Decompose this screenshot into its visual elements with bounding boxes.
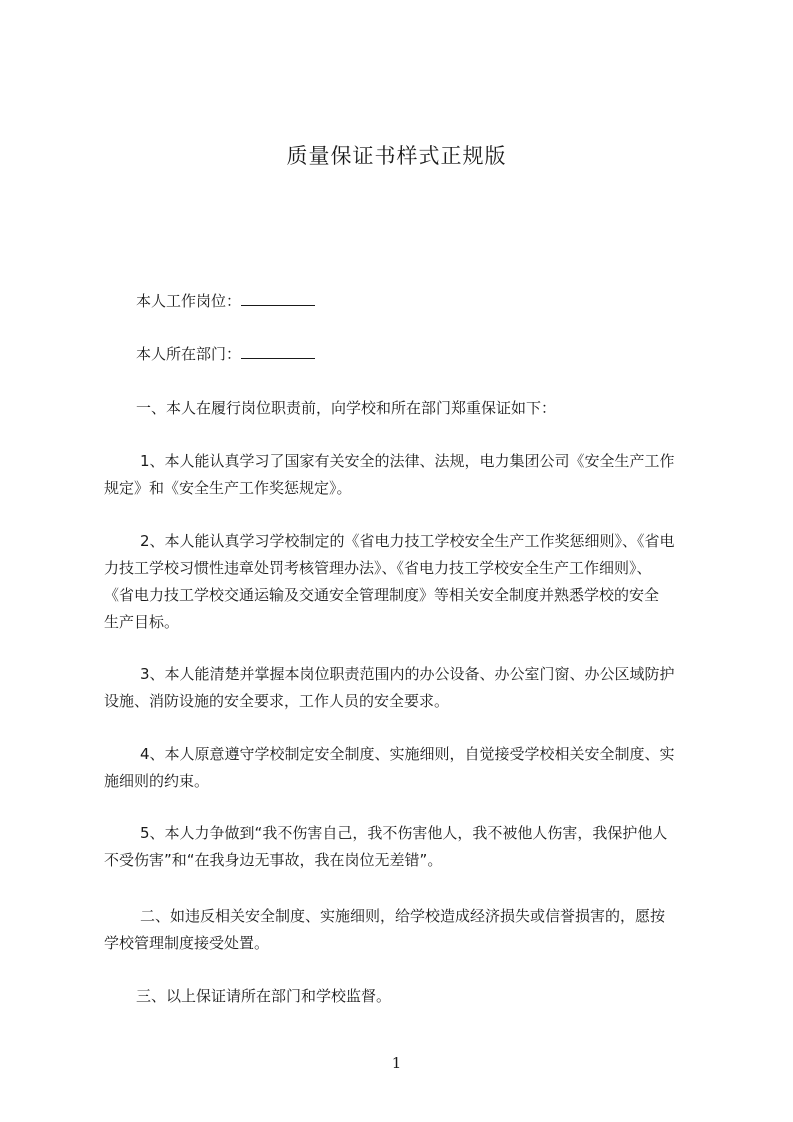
guarantee-item-4-line-1: 4、本人原意遵守学校制定安全制度、实施细则，自觉接受学校相关安全制度、实 (140, 745, 675, 763)
section-three: 三、以上保证请所在部门和学校监督。 (136, 987, 392, 1005)
position-label: 本人工作岗位： (136, 292, 242, 310)
guarantee-item-2-line-4: 生产目标。 (104, 613, 180, 631)
department-label: 本人所在部门： (136, 345, 242, 363)
guarantee-item-1-line-2: 规定》和《安全生产工作奖惩规定》。 (104, 479, 352, 497)
guarantee-item-1 (104, 448, 716, 502)
guarantee-item-2 (104, 528, 716, 636)
section-one-heading: 一、本人在履行岗位职责前，向学校和所在部门郑重保证如下： (136, 399, 557, 417)
guarantee-item-5-line-1: 5、本人力争做到“我不伤害自己，我不伤害他人，我不被他人伤害，我保护他人 (140, 824, 668, 842)
position-field (136, 288, 748, 315)
guarantee-item-2-line-2: 力技工学校习惯性违章处罚考核管理办法》、《省电力技工学校安全生产工作细则》、 (104, 559, 652, 577)
guarantee-item-3-line-2: 设施、消防设施的安全要求，工作人员的安全要求。 (104, 692, 450, 710)
guarantee-item-1-line-1: 1、本人能认真学习了国家有关安全的法律、法规，电力集团公司《安全生产工作 (140, 452, 675, 470)
department-blank (241, 343, 315, 359)
guarantee-item-3 (104, 661, 716, 715)
department-field (136, 341, 748, 368)
guarantee-item-5 (104, 820, 716, 874)
document-title: 质量保证书样式正规版 (286, 144, 507, 168)
position-blank (241, 290, 315, 306)
section-two-line-2: 学校管理制度接受处置。 (104, 934, 270, 952)
guarantee-item-2-line-1: 2、本人能认真学习学校制定的《省电力技工学校安全生产工作奖惩细则》、《省电 (140, 532, 675, 550)
guarantee-item-2-line-3: 《省电力技工学校交通运输及交通安全管理制度》等相关安全制度并熟悉学校的安全 (104, 586, 660, 604)
page-number: 1 (391, 1054, 402, 1072)
guarantee-item-5-line-2: 不受伤害”和“在我身边无事故，我在岗位无差错”。 (104, 851, 443, 869)
guarantee-item-4 (104, 741, 716, 795)
section-two-line-1: 二、如违反相关安全制度、实施细则，给学校造成经济损失或信誉损害的，愿按 (140, 907, 666, 925)
section-two (104, 903, 716, 957)
guarantee-item-4-line-2: 施细则的约束。 (104, 772, 210, 790)
guarantee-item-3-line-1: 3、本人能清楚并掌握本岗位职责范围内的办公设备、办公室门窗、办公区域防护 (140, 665, 675, 683)
